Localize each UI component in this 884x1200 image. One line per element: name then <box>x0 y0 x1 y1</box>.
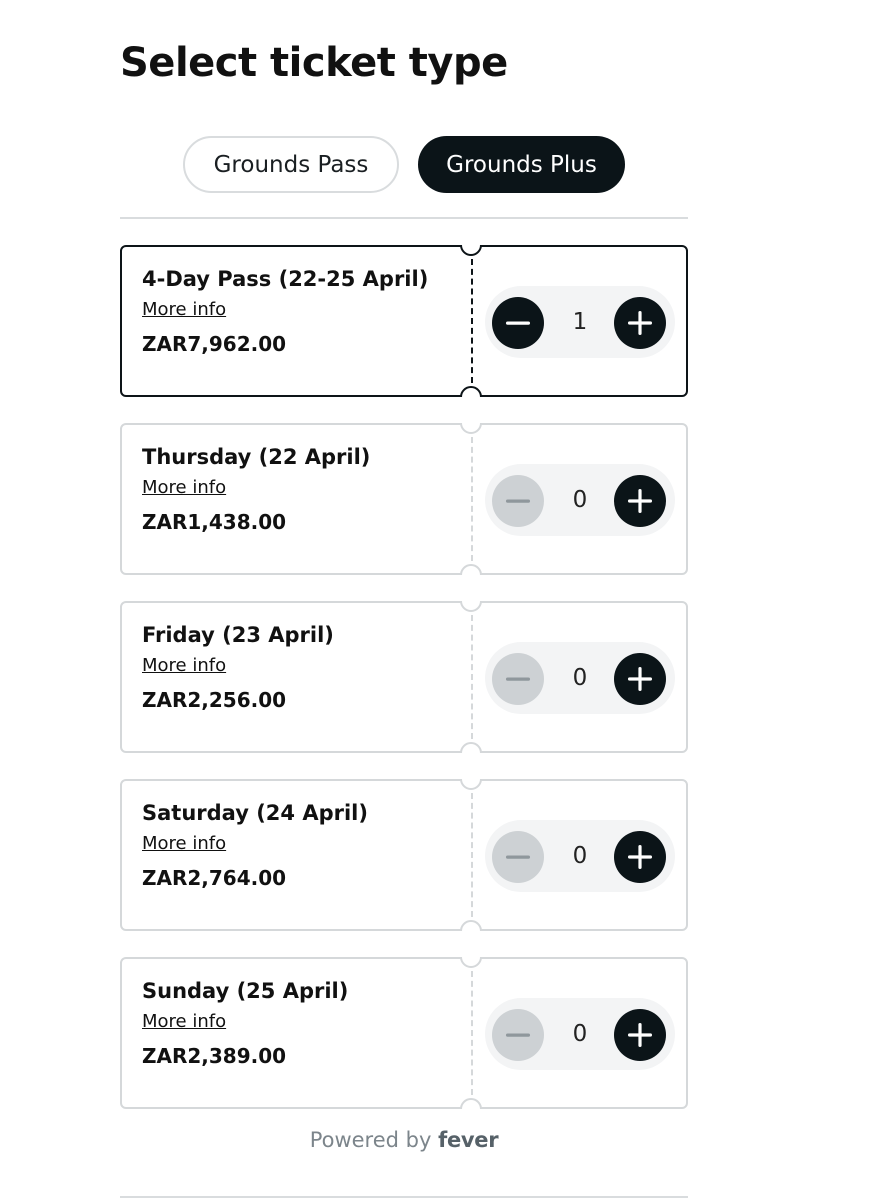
increase-button[interactable] <box>614 653 666 705</box>
plus-icon <box>627 488 653 514</box>
ticket-perforation <box>471 259 473 383</box>
increase-button[interactable] <box>614 297 666 349</box>
plus-icon <box>627 1022 653 1048</box>
ticket-price: ZAR2,256.00 <box>142 688 287 712</box>
ticket-name: Thursday (22 April) <box>142 445 371 469</box>
ticket-card[interactable] <box>120 601 688 753</box>
increase-button[interactable] <box>614 475 666 527</box>
quantity-value: 1 <box>572 309 588 335</box>
decrease-button[interactable] <box>492 297 544 349</box>
decrease-button[interactable] <box>492 475 544 527</box>
decrease-button[interactable] <box>492 1009 544 1061</box>
bottom-divider <box>120 1196 688 1198</box>
ticket-name: 4-Day Pass (22-25 April) <box>142 267 429 291</box>
more-info-link[interactable]: More info <box>142 1011 227 1032</box>
increase-button[interactable] <box>614 1009 666 1061</box>
decrease-button[interactable] <box>492 831 544 883</box>
ticket-perforation <box>471 971 473 1095</box>
tab-grounds-pass[interactable]: Grounds Pass <box>183 136 399 193</box>
more-info-link[interactable]: More info <box>142 655 227 676</box>
ticket-price: ZAR7,962.00 <box>142 332 287 356</box>
quantity-stepper <box>485 820 675 892</box>
quantity-stepper <box>485 464 675 536</box>
tab-grounds-plus[interactable]: Grounds Plus <box>418 136 625 193</box>
more-info-link[interactable]: More info <box>142 477 227 498</box>
quantity-value: 0 <box>572 487 588 513</box>
ticket-price: ZAR2,764.00 <box>142 866 287 890</box>
quantity-stepper <box>485 642 675 714</box>
ticket-price: ZAR1,438.00 <box>142 510 287 534</box>
plus-icon <box>627 844 653 870</box>
quantity-value: 0 <box>572 843 588 869</box>
ticket-card[interactable] <box>120 245 688 397</box>
quantity-value: 0 <box>572 1021 588 1047</box>
quantity-value: 0 <box>572 665 588 691</box>
page-title: Select ticket type <box>120 40 508 86</box>
decrease-button[interactable] <box>492 653 544 705</box>
ticket-perforation <box>471 615 473 739</box>
ticket-name: Friday (23 April) <box>142 623 334 647</box>
ticket-card[interactable] <box>120 957 688 1109</box>
plus-icon <box>627 666 653 692</box>
ticket-name: Sunday (25 April) <box>142 979 349 1003</box>
more-info-link[interactable]: More info <box>142 299 227 320</box>
increase-button[interactable] <box>614 831 666 883</box>
quantity-stepper <box>485 998 675 1070</box>
minus-icon <box>505 310 531 336</box>
fever-logo: fever <box>438 1128 499 1152</box>
ticket-price: ZAR2,389.00 <box>142 1044 287 1068</box>
ticket-perforation <box>471 437 473 561</box>
ticket-name: Saturday (24 April) <box>142 801 368 825</box>
ticket-card[interactable] <box>120 423 688 575</box>
minus-icon <box>505 488 531 514</box>
ticket-perforation <box>471 793 473 917</box>
minus-icon <box>505 844 531 870</box>
minus-icon <box>505 1022 531 1048</box>
ticket-category-tabs <box>183 136 625 193</box>
powered-by-footer <box>0 1128 808 1152</box>
minus-icon <box>505 666 531 692</box>
plus-icon <box>627 310 653 336</box>
powered-by-text: Powered by <box>309 1128 432 1152</box>
ticket-card[interactable] <box>120 779 688 931</box>
quantity-stepper <box>485 286 675 358</box>
top-divider <box>120 217 688 219</box>
more-info-link[interactable]: More info <box>142 833 227 854</box>
